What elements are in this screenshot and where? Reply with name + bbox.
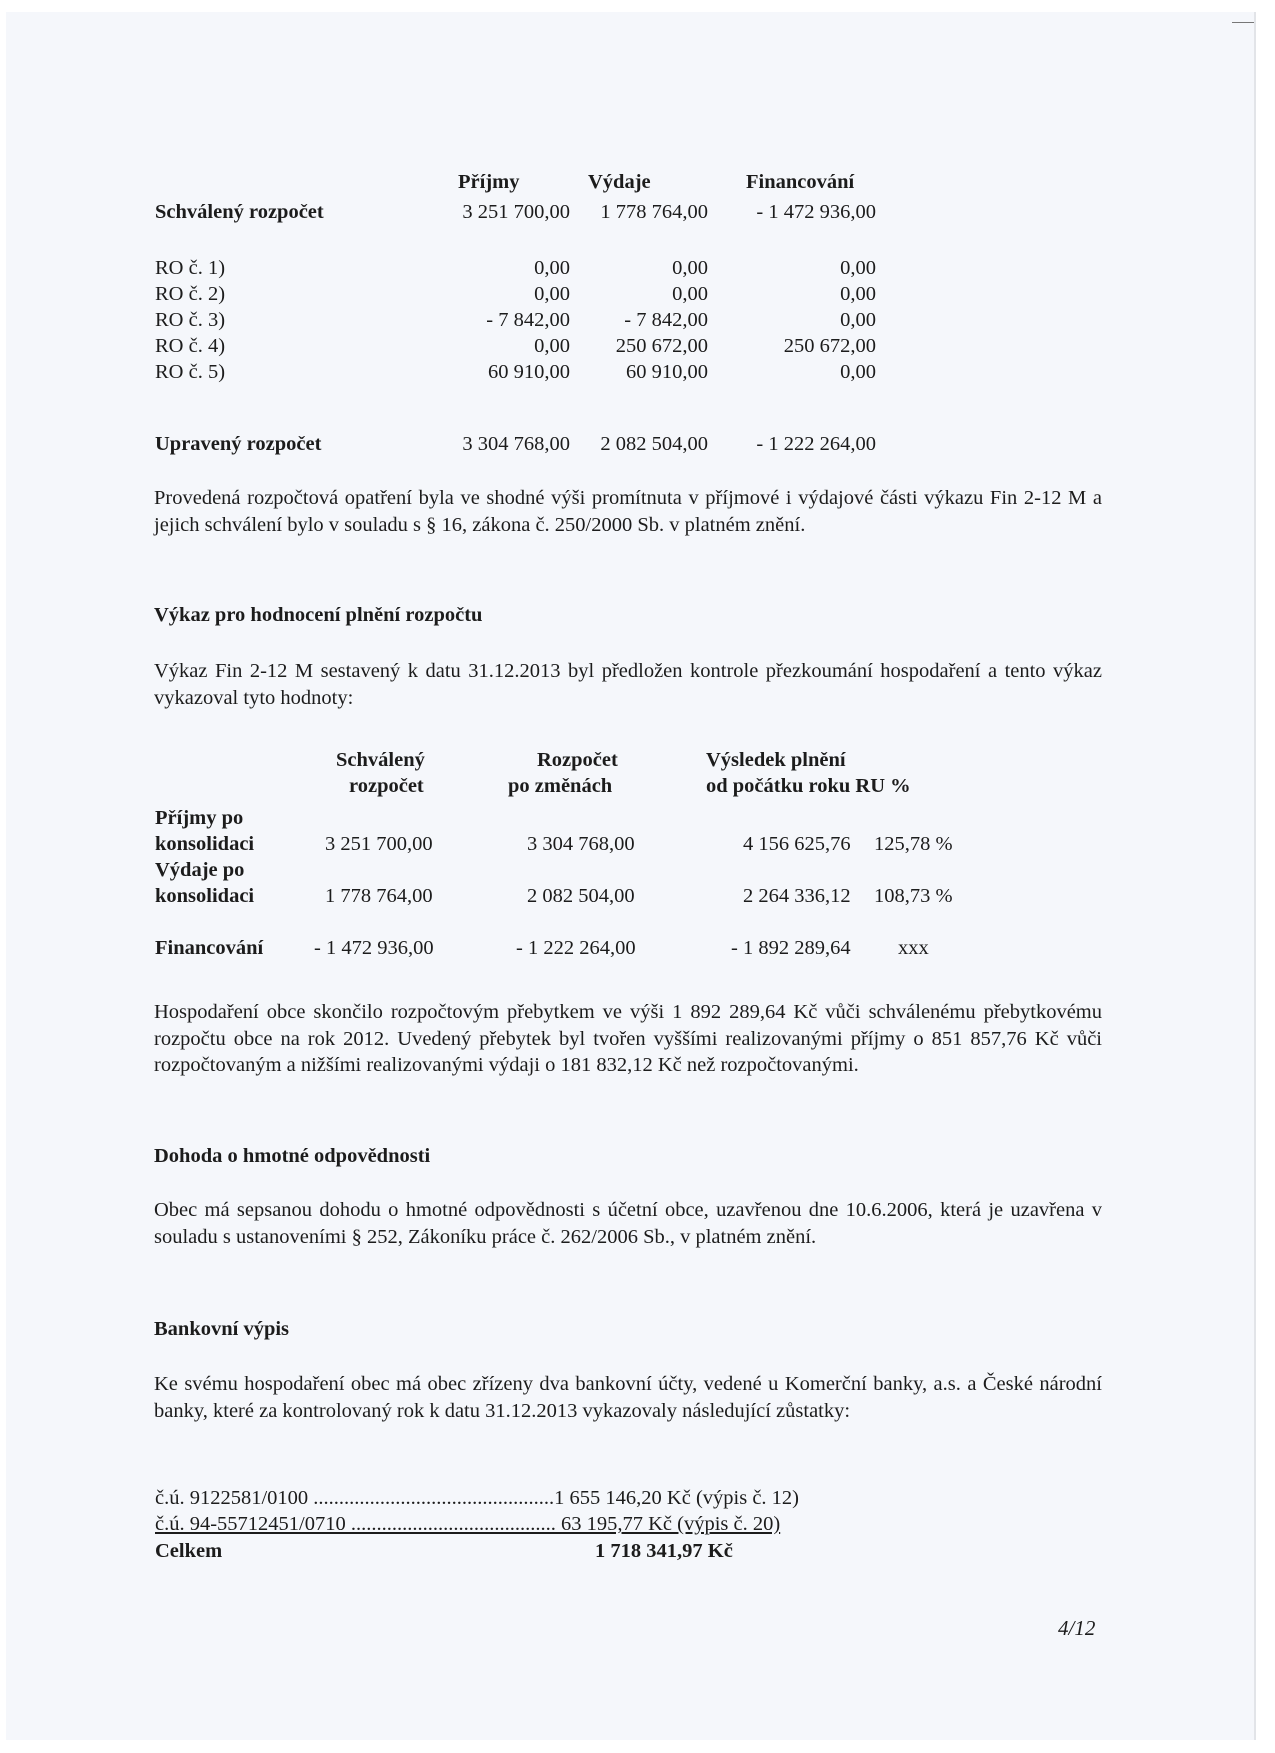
measure-label: RO č. 5) <box>155 361 226 383</box>
adjusted-financovani: - 1 222 264,00 <box>756 433 876 455</box>
measure-financovani: 250 672,00 <box>783 335 876 357</box>
measure-vydaje: 60 910,00 <box>626 361 708 383</box>
measures-paragraph: Provedená rozpočtová opatření byla ve shodné výši promítnuta v příjmové i výdajové části výkazu Fin 2-12 M a jejich schválení bylo v souladu s § 16, zákona č. 250/2000 Sb. v platném znění. <box>154 487 1102 536</box>
col-header-rozpocet-1: Rozpočet <box>537 749 618 771</box>
value-vysledek: - 1 892 289,64 <box>731 937 851 959</box>
row-label-line1: Příjmy po <box>155 807 244 829</box>
measure-vydaje: 0,00 <box>672 257 708 279</box>
value-schvaleny: - 1 472 936,00 <box>314 937 434 959</box>
value-schvaleny: 1 778 764,00 <box>325 885 433 907</box>
vykaz-intro-paragraph: Výkaz Fin 2-12 M sestavený k datu 31.12.2013 byl předložen kontrole přezkoumání hospodaření a tento výkaz vykazoval tyto hodnoty: <box>154 660 1102 709</box>
approved-vydaje: 1 778 764,00 <box>600 201 708 223</box>
measure-financovani: 0,00 <box>840 309 876 331</box>
col-header-vysledek-1: Výsledek plnění <box>706 749 846 771</box>
col-header-financovani: Financování <box>746 171 855 193</box>
bank-total-value: 1 718 341,97 Kč <box>595 1540 733 1562</box>
row-label-line2: konsolidaci <box>155 885 255 907</box>
bank-account-line: č.ú. 94-55712451/0710 ........................................ 63 195,77 Kč (výpis č. 20) <box>155 1513 781 1535</box>
measure-vydaje: - 7 842,00 <box>624 309 708 331</box>
col-header-vydaje: Výdaje <box>588 171 651 193</box>
measure-vydaje: 0,00 <box>672 283 708 305</box>
dohoda-paragraph: Obec má sepsanou dohodu o hmotné odpovědnosti s účetní obce, uzavřenou dne 10.6.2006, která je uzavřena v souladu s ustanoveními § 252, Zákoníku práce č. 262/2006 Sb., v platném znění. <box>154 1199 1102 1248</box>
value-po-zmenach: 3 304 768,00 <box>527 833 635 855</box>
value-po-zmenach: 2 082 504,00 <box>527 885 635 907</box>
col-header-vysledek-2: od počátku roku RU % <box>706 775 911 797</box>
value-vysledek: 4 156 625,76 <box>743 833 851 855</box>
col-header-prijmy: Příjmy <box>458 171 520 193</box>
measure-prijmy: 0,00 <box>534 257 570 279</box>
bank-paragraph: Ke svému hospodaření obec má obec zřízeny dva bankovní účty, vedené u Komerční banky, a.s. a České národní banky, které za kontrolovaný rok k datu 31.12.2013 vykazovaly následující zůstatky: <box>154 1373 1102 1422</box>
measure-prijmy: - 7 842,00 <box>486 309 570 331</box>
measure-label: RO č. 2) <box>155 283 226 305</box>
measure-prijmy: 60 910,00 <box>488 361 570 383</box>
measure-financovani: 0,00 <box>840 283 876 305</box>
value-po-zmenach: - 1 222 264,00 <box>516 937 636 959</box>
col-header-schvaleny-1: Schválený <box>336 749 425 771</box>
measure-label: RO č. 1) <box>155 257 226 279</box>
approved-budget-label: Schválený rozpočet <box>155 201 324 223</box>
adjusted-vydaje: 2 082 504,00 <box>600 433 708 455</box>
row-label-line2: Financování <box>155 937 264 959</box>
row-label-line2: konsolidaci <box>155 833 255 855</box>
measure-label: RO č. 3) <box>155 309 226 331</box>
value-procento: 125,78 % <box>874 833 953 855</box>
result-paragraph: Hospodaření obce skončilo rozpočtovým přebytkem ve výši 1 892 289,64 Kč vůči schválenému přebytkovému rozpočtu obce na rok 2012. Uvedený přebytek byl tvořen vyššími realizovanými příjmy o 851 857,76 Kč vůči rozpočtovaným a nižšími realizovanými výdaji o 181 832,12 Kč než rozpočtovanými. <box>154 1001 1102 1076</box>
section-heading-dohoda: Dohoda o hmotné odpovědnosti <box>154 1145 431 1167</box>
value-schvaleny: 3 251 700,00 <box>325 833 433 855</box>
measure-financovani: 0,00 <box>840 361 876 383</box>
adjusted-budget-label: Upravený rozpočet <box>155 433 322 455</box>
value-procento: xxx <box>898 937 929 959</box>
section-heading-bank: Bankovní výpis <box>154 1318 290 1340</box>
bank-account-line: č.ú. 9122581/0100 ...............................................1 655 146,20 Kč (výpis č. 12) <box>155 1487 799 1509</box>
col-header-rozpocet-2: po změnách <box>508 775 613 797</box>
value-vysledek: 2 264 336,12 <box>743 885 851 907</box>
measure-label: RO č. 4) <box>155 335 226 357</box>
col-header-schvaleny-2: rozpočet <box>349 775 424 797</box>
measure-prijmy: 0,00 <box>534 335 570 357</box>
adjusted-prijmy: 3 304 768,00 <box>462 433 570 455</box>
section-heading-vykaz: Výkaz pro hodnocení plnění rozpočtu <box>154 604 483 626</box>
page-number: 4/12 <box>1058 1616 1096 1640</box>
approved-financovani: - 1 472 936,00 <box>756 201 876 223</box>
value-procento: 108,73 % <box>874 885 953 907</box>
measure-prijmy: 0,00 <box>534 283 570 305</box>
approved-prijmy: 3 251 700,00 <box>462 201 570 223</box>
measure-vydaje: 250 672,00 <box>615 335 708 357</box>
measure-financovani: 0,00 <box>840 257 876 279</box>
bank-total-label: Celkem <box>155 1540 223 1562</box>
scan-edge-mark <box>1232 22 1254 23</box>
row-label-line1: Výdaje po <box>155 859 245 881</box>
